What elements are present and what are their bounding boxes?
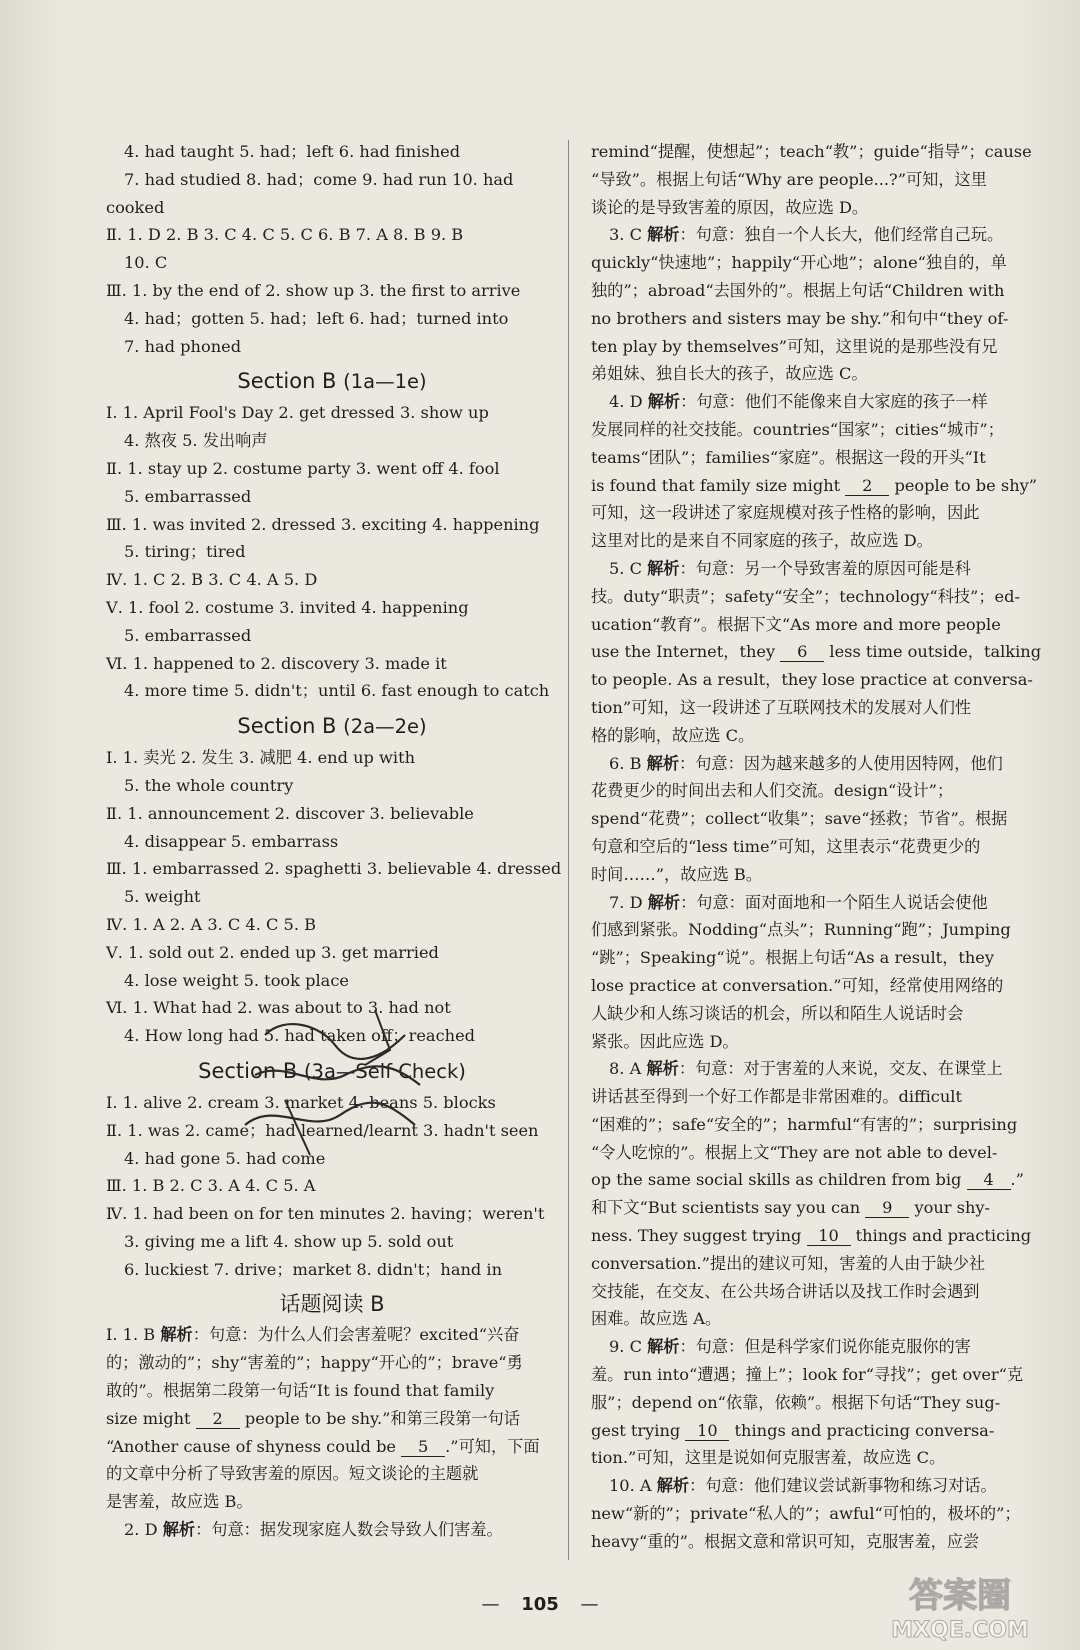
answer-line: Ⅳ. 1. C 2. B 3. C 4. A 5. D: [106, 570, 318, 590]
answer-line: 5. embarrassed: [124, 486, 252, 506]
answer-line: Ⅵ. 1. What had 2. was about to 3. had not: [106, 998, 451, 1018]
blank-number: 4: [967, 1171, 1011, 1190]
section-range: (1a—1e): [343, 370, 427, 394]
section-range: (3a—Self Check): [303, 1059, 466, 1083]
analysis-label: 解析: [160, 1325, 193, 1345]
answer-line: 句意和空后的“less time”可知，这里表示“花费更少的: [591, 836, 981, 856]
answer-line: Ⅴ. 1. fool 2. costume 3. invited 4. happening: [106, 597, 469, 617]
blank-number: 2: [196, 1410, 240, 1429]
answer-line: 4. had taught 5. had；left 6. had finished: [124, 142, 461, 161]
answer-line: 4. disappear 5. embarrass: [124, 831, 339, 851]
analysis-label: 解析: [647, 1337, 680, 1357]
answer-line: 讲话甚至得到一个好工作都是非常困难的。difficult: [591, 1087, 962, 1107]
answer-line: Ⅱ. 1. D 2. B 3. C 4. C 5. C 6. B 7. A 8. B 9. B: [106, 225, 464, 245]
answer-line: 7. D 解析：句意：面对面地和一个陌生人说话会使他: [609, 892, 988, 912]
answer-line: 9. C 解析：句意：但是科学家们说你能克服你的害: [609, 1337, 971, 1357]
answer-line: 时间……”，故应选 B。: [591, 864, 763, 884]
analysis-label: 解析: [647, 558, 680, 578]
answer-line: 和下文“But scientists say you can 9 your shy-: [591, 1198, 991, 1218]
answer-line: 羞。run into“遭遇；撞上”；look for“寻找”；get over“克: [591, 1365, 1024, 1385]
answer-line: 的文章中分析了导致害羞的原因。短文谈论的主题就: [106, 1464, 479, 1484]
answer-line: 4. had gone 5. had come: [124, 1148, 326, 1168]
section-heading-1a-1e: [106, 366, 558, 397]
answer-line: 困难。故应选 A。: [591, 1309, 722, 1329]
blank-number: 10: [685, 1422, 729, 1441]
answer-line: 这里对比的是来自不同家庭的孩子，故应选 D。: [591, 531, 933, 551]
section-title: Section B: [237, 369, 337, 394]
answer-line: Ⅲ. 1. embarrassed 2. spaghetti 3. believable 4. dressed: [106, 859, 562, 879]
site-watermark-logo: [860, 1565, 1060, 1645]
right-column: [591, 138, 1042, 1556]
answer-line: 5. the whole country: [124, 775, 294, 795]
answer-line: Ⅱ. 1. was 2. came；had learned/learnt 3. hadn't seen: [106, 1120, 539, 1140]
analysis-label: 解析: [646, 753, 680, 773]
answer-line: spend“花费”；collect“收集”；save“拯救；节省”。根据: [591, 809, 1008, 829]
answer-line: “跳”；Speaking“说”。根据上句话“As a result，they: [591, 948, 995, 968]
answer-line: 谈论的是导致害羞的原因，故应选 D。: [591, 197, 869, 217]
answer-line: gest trying 10 things and practicing conversa-: [591, 1420, 995, 1440]
answer-line: op the same social skills as children from big 4 .”: [591, 1170, 1024, 1190]
answer-line: 4. lose weight 5. took place: [124, 970, 349, 990]
answer-line: 独的”；abroad“去国外的”。根据上句话“Children with: [591, 280, 1005, 300]
blank-number: 10: [807, 1227, 851, 1246]
answer-line: 4. How long had 5. had taken off；reached: [124, 1026, 476, 1046]
answer-line: Ⅱ. 1. stay up 2. costume party 3. went off 4. fool: [106, 458, 500, 478]
answer-line: “Another cause of shyness could be 5 .”可知，下面: [106, 1436, 540, 1456]
answer-line: to people. As a result，they lose practice at conversa-: [591, 670, 1033, 690]
answer-line: “导致”。根据上句话“Why are people...?”可知，这里: [591, 169, 987, 189]
answer-line: 7. had phoned: [124, 336, 242, 356]
answer-line: 5. weight: [124, 887, 201, 907]
answer-line: 花费更少的时间出去和人们交流。design“设计”；: [591, 781, 954, 801]
answer-line: cooked: [106, 197, 165, 217]
section-heading-topic-reading: [106, 1289, 558, 1319]
answer-line: 是害羞，故应选 B。: [106, 1492, 253, 1512]
analysis-label: 解析: [647, 892, 681, 912]
answer-line: 服”；depend on“依靠，依赖”。根据下句话“They sug-: [591, 1392, 1001, 1412]
answer-line: Ⅲ. 1. by the end of 2. show up 3. the first to arrive: [106, 280, 521, 300]
answer-line: 弟姐妹、独自长大的孩子，故应选 C。: [591, 364, 868, 384]
left-intro-block: [106, 138, 558, 360]
blank-number: 6: [780, 643, 824, 662]
answer-line: Ⅲ. 1. was invited 2. dressed 3. exciting 4. happening: [106, 514, 540, 534]
blank-number: 5: [401, 1438, 445, 1457]
answer-line: 格的影响，故应选 C。: [591, 725, 755, 745]
topic-reading-answers: [106, 1321, 558, 1543]
answer-line: 4. 熬夜 5. 发出响声: [124, 431, 268, 451]
answer-line: 的；激动的”；shy“害羞的”；happy“开心的”；brave“勇: [106, 1353, 523, 1373]
answer-line: Ⅰ. 1. April Fool's Day 2. get dressed 3. show up: [106, 403, 489, 423]
answer-line: ucation“教育”。根据下文“As more and more people: [591, 614, 1001, 634]
answer-line: ten play by themselves”可知，这里说的是那些没有兄: [591, 336, 998, 356]
answer-line: 敢的”。根据第二段第一句话“It is found that family: [106, 1381, 495, 1401]
analysis-label: 解析: [646, 1059, 679, 1079]
answer-line: 紧张。因此应选 D。: [591, 1031, 739, 1051]
answer-line: lose practice at conversation.”可知，经常使用网络的: [591, 975, 1004, 995]
answer-line: 发展同样的社交技能。countries“国家”；cities“城市”；: [591, 419, 1004, 439]
analysis-label: 解析: [647, 225, 680, 245]
blank-number: 2: [845, 477, 889, 496]
left-column: [106, 138, 562, 1544]
answer-line: Ⅱ. 1. announcement 2. discover 3. believable: [106, 803, 474, 823]
answer-line: quickly“快速地”；happily“开心地”；alone“独自的，单: [591, 253, 1007, 273]
answer-line: 3. C 解析：句意：独自一个人长大，他们经常自己玩。: [609, 225, 1004, 245]
page-number: 105: [521, 1594, 559, 1615]
answer-line: 5. embarrassed: [124, 625, 252, 645]
answer-line: 5. C 解析：句意：另一个导致害羞的原因可能是科: [609, 558, 971, 578]
answer-line: 可知，这一段讲述了家庭规模对孩子性格的影响，因此: [591, 503, 980, 523]
answer-line: 2. D 解析：句意：据发现家庭人数会导致人们害羞。: [124, 1520, 503, 1540]
answer-line: is found that family size might 2 people to be shy”: [591, 475, 1038, 495]
answer-line: Ⅲ. 1. B 2. C 3. A 4. C 5. A: [106, 1176, 316, 1196]
answer-line: use the Internet，they 6 less time outside，talking: [591, 642, 1042, 662]
handwritten-scribble: [225, 1005, 445, 1165]
answer-line: tion”可知，这一段讲述了互联网技术的发展对人们性: [591, 697, 972, 717]
answer-line: Ⅳ. 1. had been on for ten minutes 2. having；weren't: [106, 1204, 545, 1224]
answer-line: 3. giving me a lift 4. show up 5. sold out: [124, 1231, 454, 1251]
answer-line: Ⅳ. 1. A 2. A 3. C 4. C 5. B: [106, 914, 317, 934]
answer-line: 6. luckiest 7. drive；market 8. didn't；hand in: [124, 1259, 503, 1279]
answer-line: conversation.”提出的建议可知，害羞的人由于缺少社: [591, 1253, 986, 1273]
section-heading-2a-2e: [106, 711, 558, 742]
answer-line: 7. had studied 8. had；come 9. had run 10. had: [124, 169, 514, 189]
section-title: 话题阅读 B: [279, 1292, 385, 1317]
analysis-label: 解析: [647, 392, 681, 412]
svg-text:答案圈: 答案圈: [909, 1576, 1011, 1616]
section-1a-1e-answers: [106, 399, 558, 705]
footer-dash: —: [580, 1594, 599, 1615]
answer-line: remind“提醒，使想起”；teach“教”；guide“指导”；cause: [591, 142, 1032, 161]
answer-line: Ⅰ. 1. alive 2. cream 3. market 4. beans 5. blocks: [106, 1092, 496, 1112]
answer-line: Ⅴ. 1. sold out 2. ended up 3. get married: [106, 942, 439, 962]
footer-dash: —: [481, 1594, 500, 1615]
analysis-label: 解析: [162, 1520, 196, 1540]
answer-line: 们感到紧张。Nodding“点头”；Running“跑”；Jumping: [591, 920, 1011, 940]
answer-line: 4. more time 5. didn't；until 6. fast enough to catch: [124, 681, 550, 701]
answer-line: 4. had；gotten 5. had；left 6. had；turned into: [124, 308, 509, 328]
answer-line: 5. tiring；tired: [124, 542, 246, 562]
analysis-label: 解析: [656, 1476, 690, 1496]
answer-line: 技。duty“职责”；safety“安全”；technology“科技”；ed-: [591, 586, 1020, 606]
svg-text:MXQE.COM: MXQE.COM: [891, 1618, 1029, 1643]
answer-line: 人缺少和人练习谈话的机会，所以和陌生人说话时会: [591, 1003, 964, 1023]
answer-line: size might 2 people to be shy.”和第三段第一句话: [106, 1408, 520, 1428]
answer-line: 8. A 解析：句意：对于害羞的人来说，交友、在课堂上: [609, 1059, 1003, 1079]
section-title: Section B: [237, 714, 337, 739]
answer-line: “困难的”；safe“安全的”；harmful“有害的”；surprising: [591, 1114, 1018, 1134]
answer-line: 6. B 解析：句意：因为越来越多的人使用因特网，他们: [609, 753, 1003, 773]
answer-line: heavy“重的”。根据文意和常识可知，克服害羞，应尝: [591, 1531, 980, 1551]
answer-line: no brothers and sisters may be shy.”和句中“they of-: [591, 308, 1009, 328]
answer-line: 10. A 解析：句意：他们建议尝试新事物和练习对话。: [609, 1476, 997, 1496]
answer-line: new“新的”；private“私人的”；awful“可怕的，极坏的”；: [591, 1504, 1021, 1524]
answer-line: ness. They suggest trying 10 things and practicing: [591, 1226, 1032, 1246]
answer-line: teams“团队”；families“家庭”。根据这一段的开头“It: [591, 447, 986, 467]
blank-number: 9: [865, 1199, 909, 1218]
answer-line: Ⅰ. 1. B 解析：句意：为什么人们会害羞呢？excited“兴奋: [106, 1325, 520, 1345]
answer-line: tion.”可知，这里是说如何克服害羞，故应选 C。: [591, 1448, 946, 1468]
section-range: (2a—2e): [343, 715, 427, 739]
answer-line: Ⅵ. 1. happened to 2. discovery 3. made it: [106, 653, 447, 673]
answer-line: 4. D 解析：句意：他们不能像来自大家庭的孩子一样: [609, 392, 988, 412]
answer-line: 10. C: [124, 253, 168, 273]
section-title: Section B: [198, 1058, 298, 1083]
answer-line: Ⅰ. 1. 卖光 2. 发生 3. 减肥 4. end up with: [106, 748, 416, 768]
answer-line: 交技能，在交友、在公共场合讲话以及找工作时会遇到: [591, 1281, 980, 1301]
column-divider: [568, 140, 569, 1560]
answer-line: “令人吃惊的”。根据上文“They are not able to devel-: [591, 1142, 998, 1162]
